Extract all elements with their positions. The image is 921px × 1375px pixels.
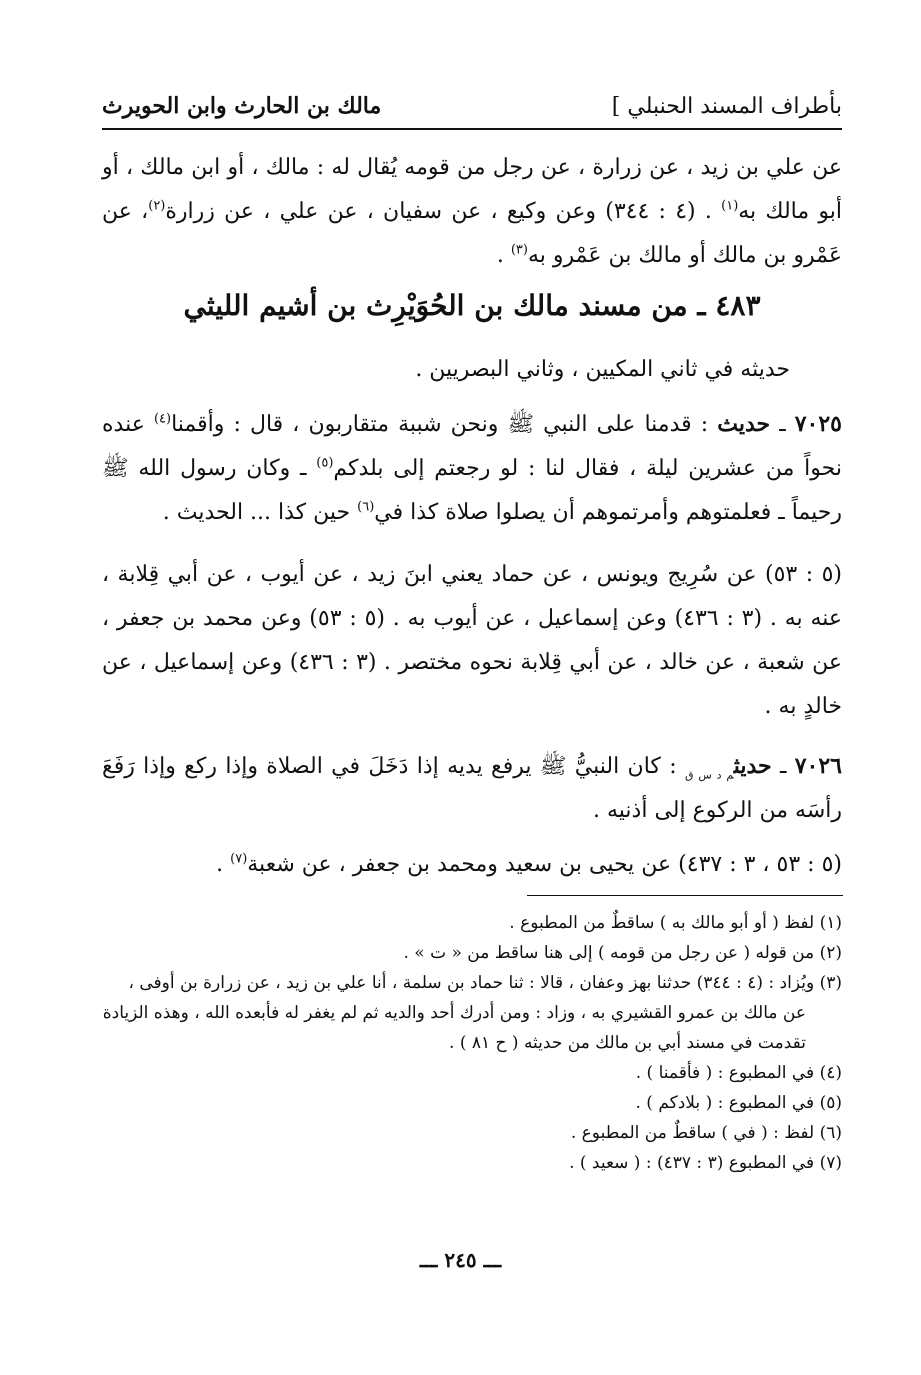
footnote-continuation: عن مالك بن عمرو القشيري به ، وزاد : ومن أدرك أحد والديه ثم لم يغفر له فأبعده الله ، وهذه الزيادة	[102, 1003, 806, 1023]
footnote-ref: (٥)	[316, 455, 334, 471]
footnote-separator	[527, 895, 843, 896]
footnote-number: (٥)	[819, 1093, 842, 1113]
footnote-text: لفظ ( أو أبو مالك به ) ساقطٌ من المطبوع .	[509, 913, 820, 933]
hadith-text: حين كذا ... الحديث .	[162, 500, 358, 525]
dash: ـ	[770, 412, 795, 437]
running-header	[102, 84, 842, 130]
text-line: أبو مالك به	[738, 199, 843, 224]
isnad-note: (٥ : ٥٣) عن سُرِيج ويونس ، عن حماد يعني ابنَ زيد ، عن أيوب ، عن أبي قِلابة ، عنه به . (٣ : ٤٣٦) وعن إسماعيل ، عن أيوب به . (٥ : ٥٣) وعن محمد بن جعفر ، عن شعبة ، عن خالد ، عن أبي قِلابة نحوه مختصر . (٣ : ٤٣٦) وعن إسماعيل ، عن خالدٍ به .	[102, 562, 842, 719]
footnote-text: ويُزاد : (٤ : ٣٤٤) حدثنا بهز وعفان ، قالا : ثنا حماد بن سلمة ، أنا علي بن زيد ، عن زرارة بن أوفى ،	[128, 973, 820, 993]
footnote-number: (٢)	[819, 943, 842, 963]
footnote-continuation: تقدمت في مسند أبي بن مالك من حديثه ( ح ٨١ ) .	[449, 1033, 806, 1053]
footnote	[102, 938, 842, 968]
footnote	[102, 968, 842, 1058]
source-sigla: م د س ق	[684, 768, 734, 782]
footnote	[102, 1118, 842, 1148]
hadith-text: عنده نحواً من عشرين ليلة ، فقال لنا : لو رجعتم إلى بلدكم	[102, 412, 842, 481]
footnote-text: من قوله ( عن رجل من قومه ) إلى هنا ساقط من « ت » .	[403, 943, 820, 963]
text-line: عن علي بن زيد ، عن زرارة ، عن رجل من قومه يُقال له : مالك ، أو ابن مالك ، أو	[102, 155, 842, 180]
hadith-keyword: حديث	[733, 753, 772, 779]
footnote-number: (٤)	[819, 1063, 842, 1083]
book-title: بأطراف المسند الحنبلي ]	[611, 93, 842, 119]
footnote-ref: (٢)	[148, 198, 166, 214]
footnote-text: في المطبوع : ( بلادكم ) .	[635, 1093, 820, 1113]
hadith-entry	[102, 744, 842, 833]
note-text: (٥ : ٥٣ ، ٣ : ٤٣٧) عن يحيى بن سعيد ومحمد بن جعفر ، عن شعبة	[247, 852, 842, 877]
hadith-entry	[102, 402, 842, 535]
footnote-number: (١)	[819, 913, 842, 933]
dash: ـ	[771, 754, 795, 779]
section-heading: ٤٨٣ ـ من مسند مالك بن الحُوَيْرِث بن أشيم الليثي	[183, 289, 761, 322]
section-intro: حديثه في ثاني المكيين ، وثاني البصريين .	[415, 357, 790, 382]
note-end: .	[216, 852, 231, 877]
hadith-text: : كان النبيُّ ﷺ يرفع يديه إذا دَخَلَ في الصلاة وإذا ركع وإذا رَفَعَ رأسَه من الركوع إلى أذنيه .	[102, 754, 842, 823]
footnote-ref: (٧)	[230, 851, 248, 867]
footnote-number: (٣)	[819, 973, 842, 993]
text-line: ، عن	[102, 199, 149, 224]
footnote-number: (٧)	[819, 1153, 842, 1173]
hadith-keyword: حديث	[717, 411, 771, 437]
footnote-ref: (٣)	[510, 242, 528, 258]
text-line: . (٤ : ٣٤٤) وعن وكيع ، عن سفيان ، عن علي ، عن زرارة	[165, 199, 722, 224]
footnote	[102, 908, 842, 938]
footnote	[102, 1058, 842, 1088]
continuation-paragraph	[102, 146, 842, 278]
hadith-number: ٧٠٢٥	[794, 411, 842, 437]
footnote-number: (٦)	[819, 1123, 842, 1143]
isnad-note	[102, 843, 842, 887]
text-line: عَمْرو بن مالك أو مالك بن عَمْرو به	[527, 243, 842, 268]
footnote-text: لفظ : ( في ) ساقطٌ من المطبوع .	[570, 1123, 820, 1143]
footnote	[102, 1088, 842, 1118]
footnote	[102, 1148, 842, 1178]
footnote-ref: (٤)	[153, 411, 172, 427]
footnote-text: في المطبوع : ( فأقمنا ) .	[635, 1063, 820, 1083]
hadith-number: ٧٠٢٦	[794, 753, 842, 779]
hadith-text: : قدمنا على النبي ﷺ ونحن شببة متقاربون ، قال : وأقمنا	[171, 412, 718, 437]
chapter-title: مالك بن الحارث وابن الحويرث	[102, 93, 382, 119]
footnote-ref: (٦)	[357, 499, 375, 515]
hadith-text: ـ وكان رسول الله ﷺ رحيماً ـ فعلمتوهم وأمرتموهم أن يصلوا صلاة كذا في	[102, 456, 842, 525]
footnote-ref: (١)	[721, 198, 739, 214]
page-number: ـــ ٢٤٥ ـــ	[419, 1248, 502, 1272]
footnote-text: في المطبوع (٣ : ٤٣٧) : ( سعيد ) .	[569, 1153, 820, 1173]
footnotes-list	[102, 908, 842, 1178]
text-line: .	[496, 243, 511, 268]
